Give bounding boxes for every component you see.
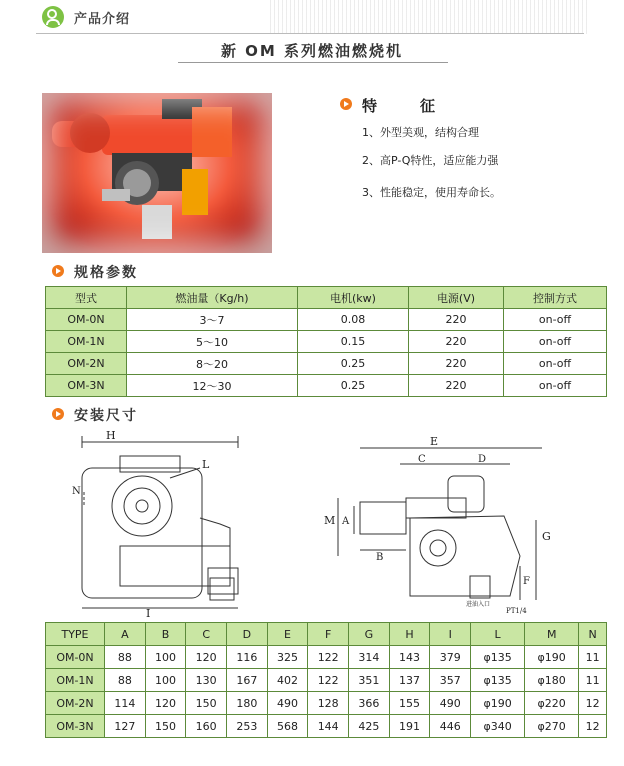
dims-cell: 120 <box>145 692 186 715</box>
table-row <box>46 353 607 375</box>
dims-cell: 180 <box>227 692 268 715</box>
drawing-part <box>430 540 446 556</box>
dims-cell: 11 <box>579 646 607 669</box>
spec-cell: on-off <box>504 353 607 375</box>
dims-header-cell: B <box>145 623 186 646</box>
drawing-part <box>360 502 406 534</box>
dim-label: M <box>324 514 336 527</box>
drawing-part <box>410 516 520 596</box>
dims-cell: φ190 <box>471 692 525 715</box>
dims-cell: 122 <box>308 669 349 692</box>
spec-cell: 0.15 <box>298 331 409 353</box>
dims-cell: 379 <box>430 646 471 669</box>
spec-header-cell: 电源(V) <box>409 287 504 309</box>
spec-cell: 5～10 <box>127 331 298 353</box>
dims-header-cell: N <box>579 623 607 646</box>
dims-cell: φ135 <box>471 646 525 669</box>
dims-cell: 11 <box>579 669 607 692</box>
spec-cell: 220 <box>409 353 504 375</box>
dims-cell: φ135 <box>471 669 525 692</box>
spec-cell: 3～7 <box>127 309 298 331</box>
dims-cell: 351 <box>349 669 390 692</box>
dim-label: C <box>418 454 426 465</box>
dims-cell: 150 <box>186 692 227 715</box>
drawing-part <box>420 530 456 566</box>
dims-cell: 490 <box>267 692 308 715</box>
features-bullet-icon <box>340 98 352 110</box>
spec-cell: OM-1N <box>46 331 127 353</box>
dims-cell: 12 <box>579 692 607 715</box>
drawing-part <box>120 546 230 586</box>
dims-cell: 446 <box>430 715 471 738</box>
dims-cell: 314 <box>349 646 390 669</box>
dims-cell: 100 <box>145 646 186 669</box>
dims-cell: φ190 <box>525 646 579 669</box>
dimensions-table <box>45 622 607 738</box>
dims-cell: 167 <box>227 669 268 692</box>
spec-bullet-icon <box>52 265 64 277</box>
table-row <box>46 715 607 738</box>
dims-cell: φ180 <box>525 669 579 692</box>
header-title: 产品介绍 <box>74 12 131 27</box>
dims-header-cell: A <box>105 623 146 646</box>
spec-header-cell: 燃油量（Kg/h) <box>127 287 298 309</box>
dims-cell: 88 <box>105 646 146 669</box>
table-row <box>46 375 607 397</box>
dims-cell: 425 <box>349 715 390 738</box>
spec-cell: OM-0N <box>46 309 127 331</box>
dims-header-cell: E <box>267 623 308 646</box>
leader-line <box>170 468 200 478</box>
drawing-part <box>112 476 172 536</box>
spec-cell: 220 <box>409 375 504 397</box>
install-bullet-icon <box>52 408 64 420</box>
dims-header-cell: TYPE <box>46 623 105 646</box>
dims-cell: 128 <box>308 692 349 715</box>
table-row <box>46 646 607 669</box>
burner-photo <box>42 93 272 253</box>
spec-cell: 0.08 <box>298 309 409 331</box>
spec-cell: 220 <box>409 309 504 331</box>
dims-cell: φ340 <box>471 715 525 738</box>
dim-label: N <box>72 486 81 497</box>
spec-cell: 220 <box>409 331 504 353</box>
drawing-part <box>200 518 230 578</box>
title-underline <box>178 62 448 63</box>
dims-cell: 127 <box>105 715 146 738</box>
dims-cell: 568 <box>267 715 308 738</box>
dims-cell: 191 <box>389 715 430 738</box>
dims-cell: 490 <box>430 692 471 715</box>
dims-cell: 114 <box>105 692 146 715</box>
front-view-drawing <box>70 428 270 618</box>
dims-header-cell: L <box>471 623 525 646</box>
table-row <box>46 309 607 331</box>
dim-label: I <box>146 607 151 618</box>
spec-cell: 0.25 <box>298 375 409 397</box>
dims-cell: OM-1N <box>46 669 105 692</box>
spec-cell: on-off <box>504 309 607 331</box>
drawing-part <box>136 500 148 512</box>
dims-cell: 130 <box>186 669 227 692</box>
dims-cell: 325 <box>267 646 308 669</box>
dim-label: B <box>376 552 384 563</box>
dims-cell: 357 <box>430 669 471 692</box>
drawing-part <box>124 488 160 524</box>
spec-header-cell: 型式 <box>46 287 127 309</box>
features-title: 特 征 <box>362 97 450 115</box>
dims-cell: 155 <box>389 692 430 715</box>
feature-item: 2、高P-Q特性，适应能力强 <box>362 154 499 167</box>
dims-cell: 150 <box>145 715 186 738</box>
dims-cell: 88 <box>105 669 146 692</box>
spec-header-cell: 控制方式 <box>504 287 607 309</box>
dim-label: A <box>342 516 350 527</box>
dims-cell: 366 <box>349 692 390 715</box>
page-title: 新 OM 系列燃油燃烧机 <box>220 42 404 60</box>
dims-header-cell: M <box>525 623 579 646</box>
spec-cell: 8～20 <box>127 353 298 375</box>
spec-table <box>45 286 607 397</box>
install-section-title: 安装尺寸 <box>74 408 138 424</box>
dim-label: D <box>478 454 487 465</box>
dims-header-cell: H <box>389 623 430 646</box>
dims-cell: OM-0N <box>46 646 105 669</box>
spec-cell: on-off <box>504 331 607 353</box>
feature-item: 3、性能稳定，使用寿命长。 <box>362 186 501 199</box>
header-stripes <box>270 0 590 34</box>
dims-cell: 160 <box>186 715 227 738</box>
dims-cell: φ270 <box>525 715 579 738</box>
table-row <box>46 669 607 692</box>
dims-cell: 144 <box>308 715 349 738</box>
dims-cell: 137 <box>389 669 430 692</box>
dims-cell: 12 <box>579 715 607 738</box>
dim-label: L <box>202 458 210 471</box>
dims-cell: 402 <box>267 669 308 692</box>
spec-cell: on-off <box>504 375 607 397</box>
dims-cell: 120 <box>186 646 227 669</box>
dim-label: F <box>523 576 530 587</box>
spec-cell: OM-2N <box>46 353 127 375</box>
dims-header-row <box>46 623 607 646</box>
dims-header-cell: D <box>227 623 268 646</box>
product-logo-icon <box>42 6 64 28</box>
dims-cell: 143 <box>389 646 430 669</box>
spec-cell: 12～30 <box>127 375 298 397</box>
drawing-part <box>120 456 180 472</box>
dims-cell: 116 <box>227 646 268 669</box>
drawing-part <box>406 498 466 518</box>
dim-label: PT1/4 <box>506 607 527 615</box>
dim-label: 进油入口 <box>466 601 491 608</box>
dims-cell: 253 <box>227 715 268 738</box>
dim-label: H <box>106 429 116 442</box>
dims-header-cell: I <box>430 623 471 646</box>
drawing-part <box>470 576 490 598</box>
dims-header-cell: C <box>186 623 227 646</box>
table-row <box>46 692 607 715</box>
dims-cell: OM-2N <box>46 692 105 715</box>
dims-cell: OM-3N <box>46 715 105 738</box>
dims-header-cell: G <box>349 623 390 646</box>
spec-cell: 0.25 <box>298 353 409 375</box>
dims-cell: 100 <box>145 669 186 692</box>
spec-header-cell: 电机(kw) <box>298 287 409 309</box>
dims-header-cell: F <box>308 623 349 646</box>
spec-header-row <box>46 287 607 309</box>
spec-cell: OM-3N <box>46 375 127 397</box>
dims-cell: 122 <box>308 646 349 669</box>
table-row <box>46 331 607 353</box>
header-divider <box>36 33 584 34</box>
dims-cell: φ220 <box>525 692 579 715</box>
spec-section-title: 规格参数 <box>74 265 138 281</box>
feature-item: 1、外型美观，结构合理 <box>362 126 479 139</box>
dim-label: E <box>430 436 439 448</box>
side-view-drawing <box>320 436 560 616</box>
dim-label: G <box>542 530 551 543</box>
